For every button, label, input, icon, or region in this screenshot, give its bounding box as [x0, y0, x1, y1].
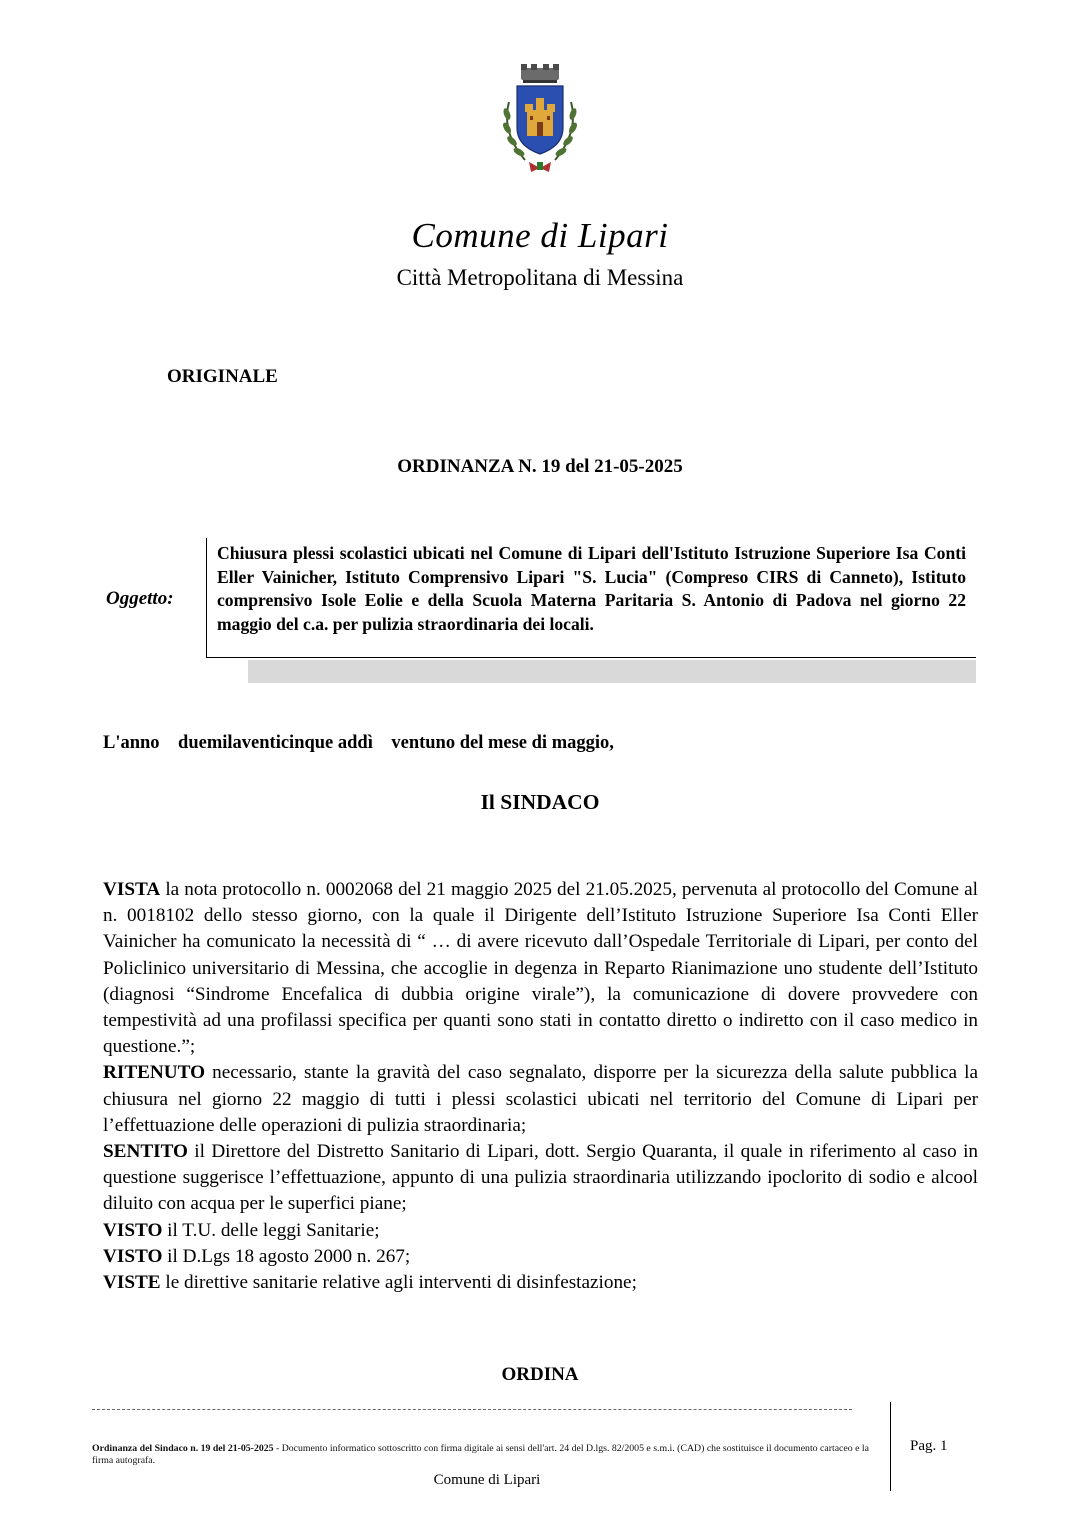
paragraph-visto-tu	[103, 1218, 978, 1244]
footer-note	[92, 1443, 882, 1466]
paragraph-viste	[103, 1270, 978, 1296]
paragraph-text: il T.U. delle leggi Sanitarie;	[162, 1219, 380, 1241]
comune-subtitle: Città Metropolitana di Messina	[396, 265, 684, 290]
paragraph-text: la nota protocollo n. 0002068 del 21 maggio 2025 del 21.05.2025, pervenuta al protocollo del Comune al n. 0018102 dello stesso giorno, con la quale il Dirigente dell’Istituto Istruzione Superiore Isa Conti Eller Vainicher ha comunicato la necessità di “ … di avere ricevuto dall’Ospedale Territoriale di Lipari, per conto del Policlinico universitario di Messina, che accoglie in degenza in Reparto Rianimazione uno studente dell’Istituto (diagnosi “Sindrome Encefalica di dubbia origine virale”), la comunicazione di dovere provvedere con tempestività ad una profilassi specifica per quanti sono stati in contatto diretto o indiretto con il caso medico in questione.”;	[103, 879, 978, 1058]
page-number: Pag. 1	[910, 1438, 948, 1454]
oggetto-text: Chiusura plessi scolastici ubicati nel Comune di Lipari dell'Istituto Istruzione Superiore Isa Conti Eller Vainicher, Istituto Comprensivo Lipari "S. Lucia" (Compreso CIRS di Canneto), Istituto comprensivo Isole Eolie e della Scuola Materna Paritaria S. Antonio di Padova nel giorno 22 maggio del c.a. per pulizia straordinaria dei locali.	[217, 543, 966, 634]
paragraph-vista	[103, 877, 978, 1060]
footer-comune: Comune di Lipari	[433, 1472, 541, 1488]
paragraph-text: le direttive sanitarie relative agli interventi di disinfestazione;	[160, 1272, 637, 1294]
originale-label: ORIGINALE	[167, 366, 278, 387]
comune-title: Comune di Lipari	[411, 216, 669, 255]
paragraph-keyword: SENTITO	[103, 1141, 188, 1163]
paragraph-sentito	[103, 1139, 978, 1218]
ordinanza-title: ORDINANZA N. 19 del 21-05-2025	[397, 456, 683, 477]
paragraph-text: necessario, stante la gravità del caso segnalato, disporre per la sicurezza della salute pubblica la chiusura nel giorno 22 maggio di tutti i plessi scolastici ubicati nel territorio del Comune di Lipari per l’effettuazione delle operazioni di pulizia straordinaria;	[103, 1062, 978, 1136]
paragraph-keyword: RITENUTO	[103, 1062, 206, 1084]
paragraph-ritenuto	[103, 1060, 978, 1139]
ordina-heading: ORDINA	[501, 1364, 579, 1385]
paragraph-keyword: VISTA	[103, 879, 161, 900]
anno-line: L'anno duemilaventicinque addì ventuno del mese di maggio,	[103, 733, 614, 753]
paragraph-text: il D.Lgs 18 agosto 2000 n. 267;	[162, 1245, 411, 1267]
comune-crest-icon	[495, 62, 585, 176]
paragraph-visto-dlgs	[103, 1244, 978, 1270]
oggetto-label: Oggetto:	[106, 588, 174, 609]
paragraph-keyword: VISTE	[103, 1272, 161, 1294]
footer-note-text: - Documento informatico sottoscritto con firma digitale ai sensi dell'art. 24 del D.lgs. 82/2005 e s.m.i. (CAD) che sostituisce il documento cartaceo e la firma autografa.	[92, 1443, 869, 1466]
footer-doc-ref: Ordinanza del Sindaco n. 19 del 21-05-2025	[92, 1443, 274, 1454]
footer-divider	[92, 1409, 852, 1410]
oggetto-shade-bar	[248, 660, 976, 683]
paragraph-keyword: VISTO	[103, 1219, 163, 1241]
body-text	[103, 877, 978, 1296]
paragraph-keyword: VISTO	[103, 1245, 163, 1267]
sindaco-heading: Il SINDACO	[480, 790, 600, 814]
paragraph-text: il Direttore del Distretto Sanitario di Lipari, dott. Sergio Quaranta, il quale in riferimento al caso in questione suggerisce l’effettuazione, appunto di una pulizia straordinaria utilizzando ipoclorito di sodio e alcool diluito con acqua per le superfici piane;	[103, 1141, 978, 1215]
